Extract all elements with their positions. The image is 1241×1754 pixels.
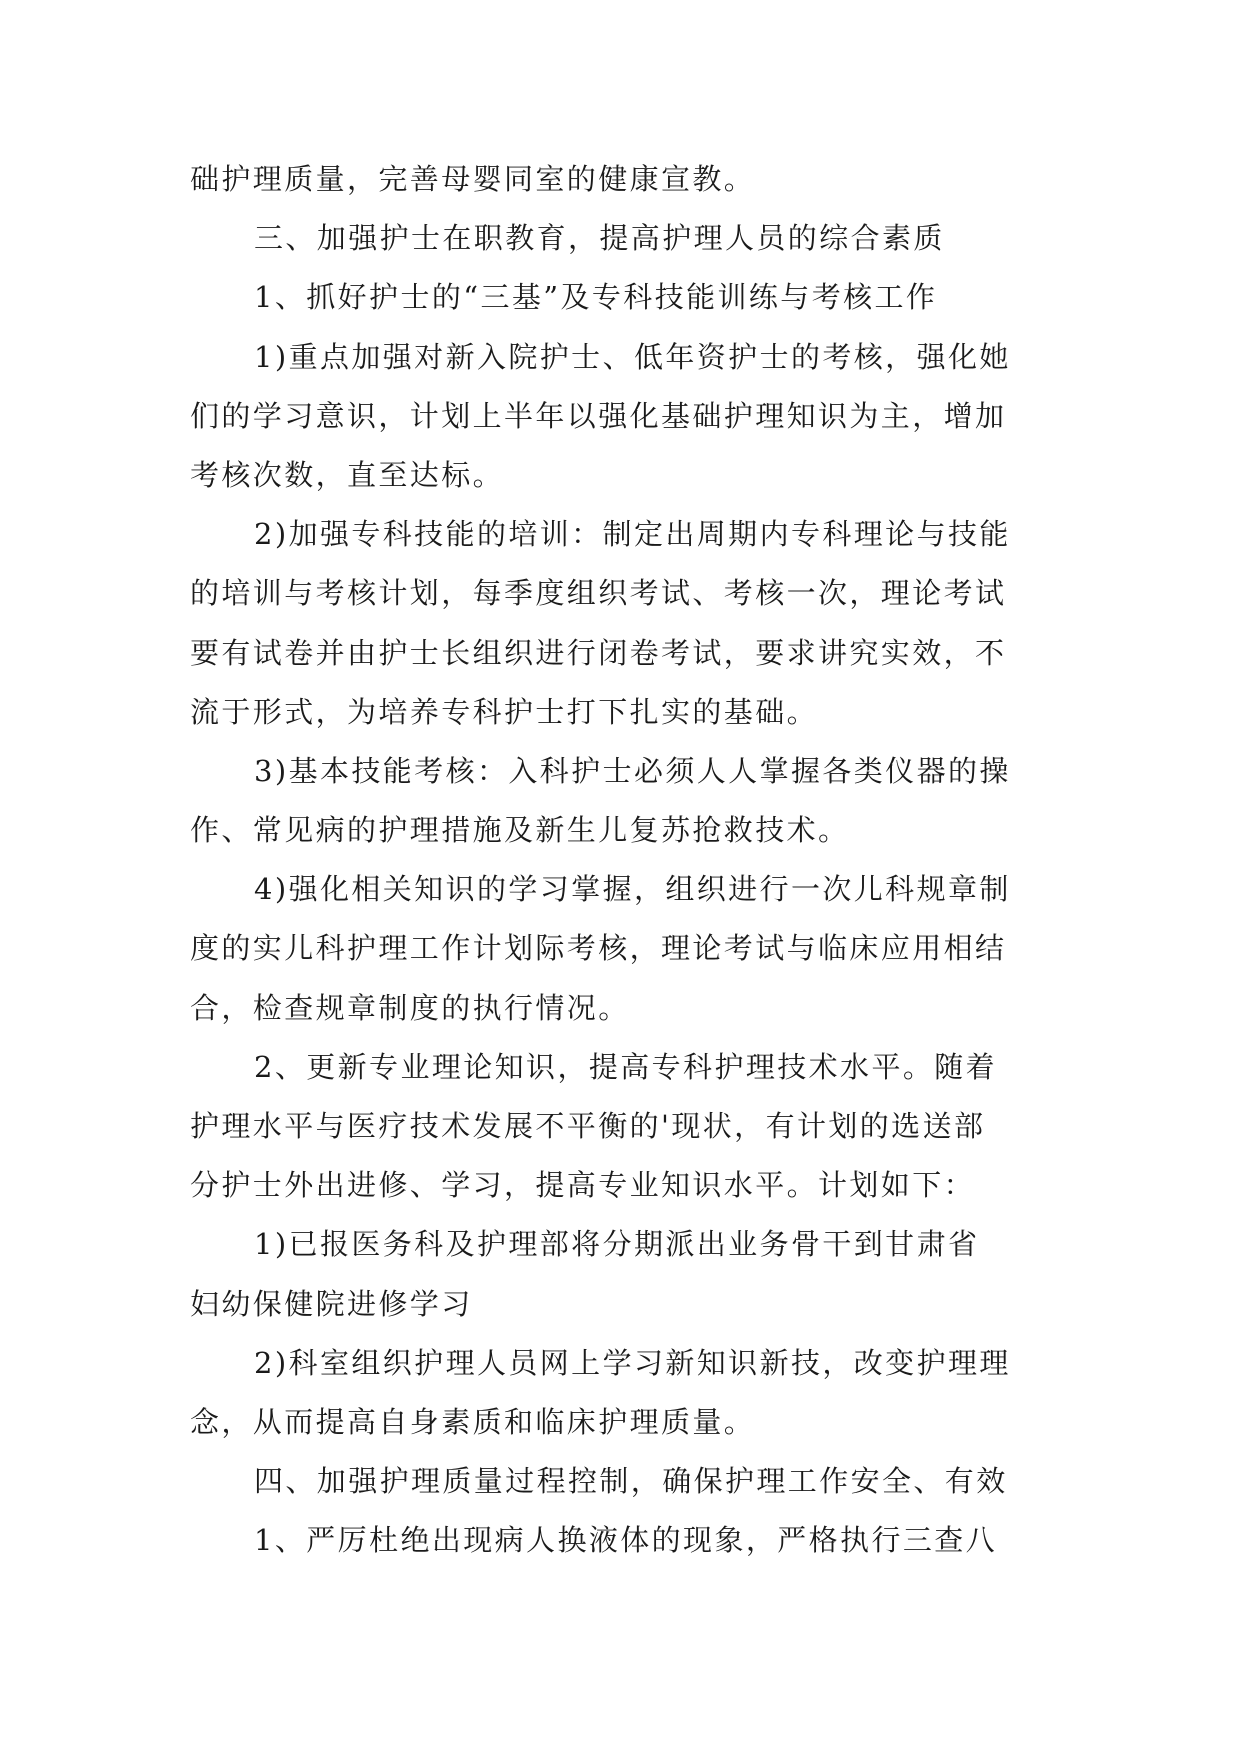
section-heading: 四、加强护理质量过程控制，确保护理工作安全、有效 <box>254 1464 1008 1499</box>
text-line: 2)科室组织护理人员网上学习新知识新技，改变护理理 <box>254 1345 1011 1380</box>
text-line: 念，从而提高自身素质和临床护理质量。 <box>190 1404 756 1439</box>
document-page <box>190 150 1050 1571</box>
text-line: 作、常见病的护理措施及新生儿复苏抢救技术。 <box>190 813 850 848</box>
subsection-heading: 1、抓好护士的“三基”及专科技能训练与考核工作 <box>254 280 938 315</box>
text-line: 的培训与考核计划，每季度组织考试、考核一次，理论考试 <box>190 576 1007 611</box>
text-line: 要有试卷并由护士长组织进行闭卷考试，要求讲究实效，不 <box>190 635 1007 670</box>
text-line: 4)强化相关知识的学习掌握，组织进行一次儿科规章制 <box>254 872 1011 907</box>
text-line: 妇幼保健院进修学习 <box>190 1286 473 1321</box>
text-line: 2)加强专科技能的培训：制定出周期内专科理论与技能 <box>254 517 1011 552</box>
section-heading: 三、加强护士在职教育，提高护理人员的综合素质 <box>254 221 945 256</box>
text-line: 1)已报医务科及护理部将分期派出业务骨干到甘肃省 <box>254 1227 980 1262</box>
text-line: 3)基本技能考核：入科护士必须人人掌握各类仪器的操 <box>254 753 1011 788</box>
text-line: 流于形式，为培养专科护士打下扎实的基础。 <box>190 694 819 729</box>
subsection-heading: 2、更新专业理论知识，提高专科护理技术水平。随着 <box>254 1049 998 1084</box>
text-line: 们的学习意识，计划上半年以强化基础护理知识为主，增加 <box>190 398 1007 433</box>
text-line: 分护士外出进修、学习，提高专业知识水平。计划如下： <box>190 1168 976 1203</box>
text-line: 础护理质量，完善母婴同室的健康宣教。 <box>190 162 756 196</box>
text-line: 考核次数，直至达标。 <box>190 457 505 492</box>
text-line: 护理水平与医疗技术发展不平衡的'现状，有计划的选送部 <box>190 1109 986 1143</box>
text-line: 1)重点加强对新入院护士、低年资护士的考核，强化她 <box>254 339 1011 374</box>
text-line: 合，检查规章制度的执行情况。 <box>190 990 630 1025</box>
text-line: 1、严厉杜绝出现病人换液体的现象，严格执行三查八 <box>254 1523 998 1558</box>
text-line: 度的实儿科护理工作计划际考核，理论考试与临床应用相结 <box>190 931 1007 966</box>
